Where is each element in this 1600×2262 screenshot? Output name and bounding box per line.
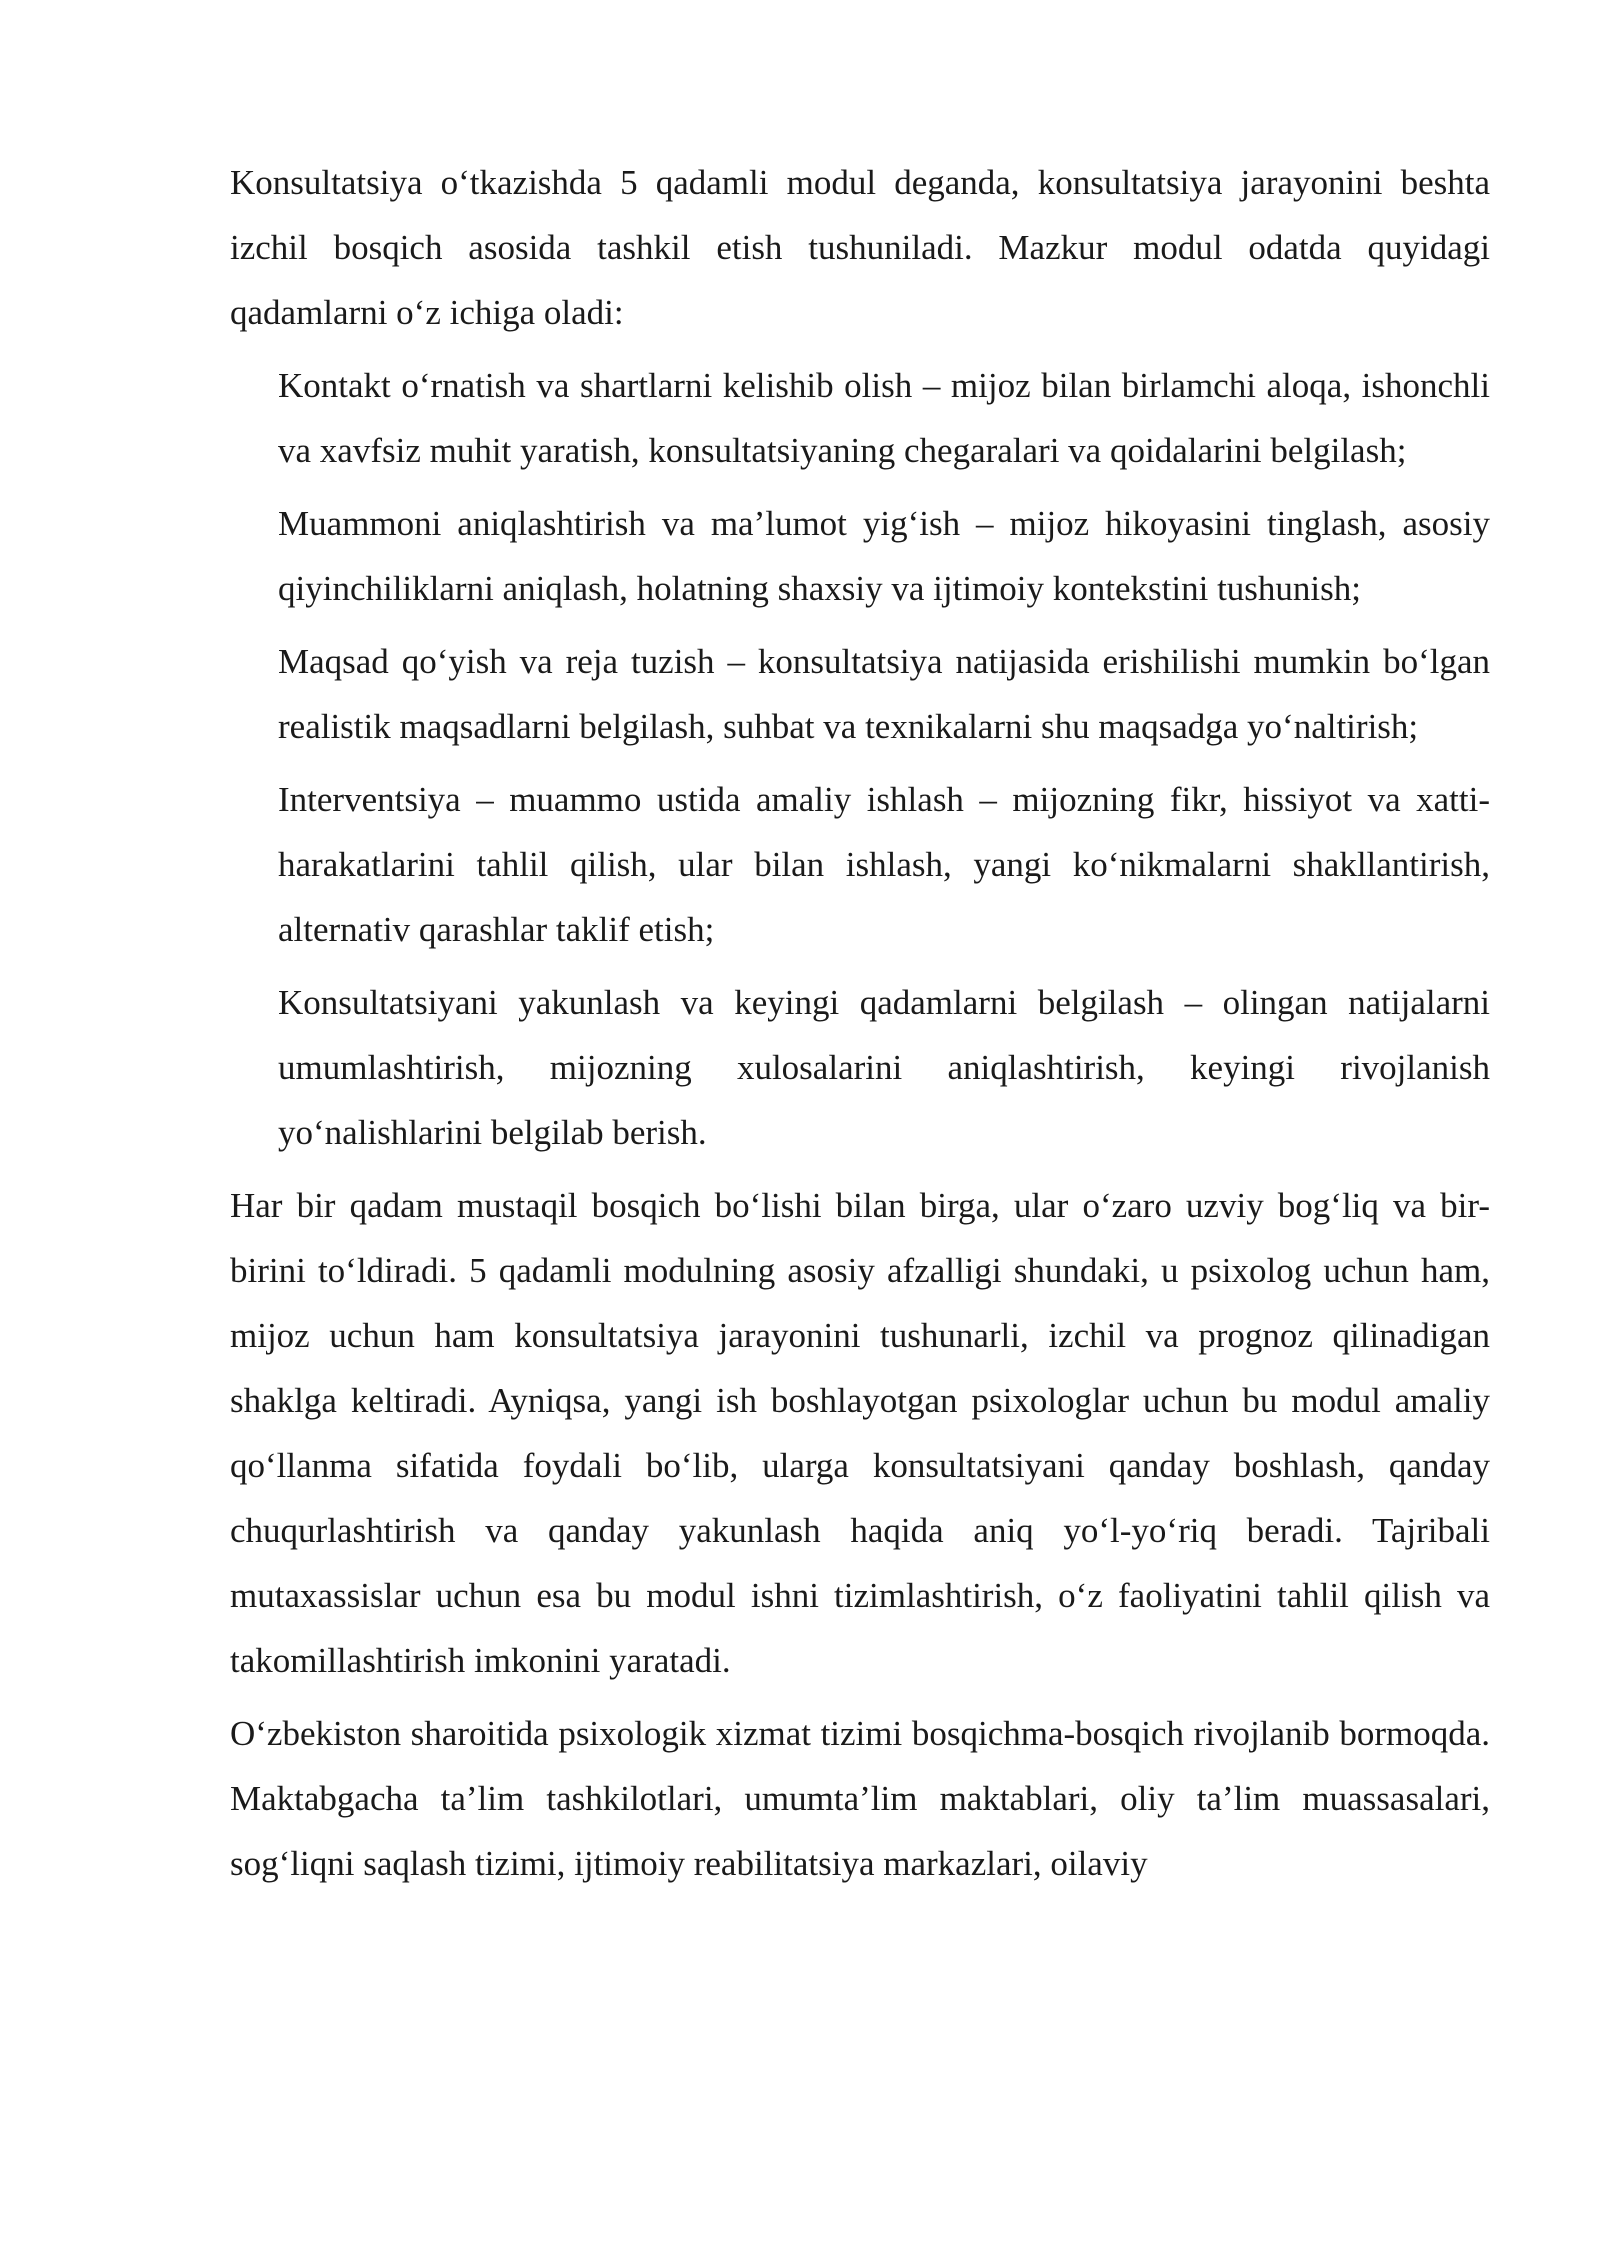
body-paragraph-3: O‘zbekiston sharoitida psixologik xizmat tizimi bosqichma-bosqich rivojlanib bormoqda. Maktabgacha ta’lim tashkilotlari, umumta’lim maktablari, oliy ta’lim muassasalari, sog‘liqni saqlash tizimi, ijtimoiy reabilitatsiya markazlari, oilaviy [230,1714,1490,1883]
document-body [230,150,1490,1904]
steps-list [230,353,1490,1165]
step-item-1: Kontakt o‘rnatish va shartlarni kelishib olish – mijoz bilan birlamchi aloqa, ishonchli va xavfsiz muhit yaratish, konsultatsiyaning chegaralari va qoidalarini belgilash; [278,366,1490,470]
body-paragraph-2: Har bir qadam mustaqil bosqich bo‘lishi bilan birga, ular o‘zaro uzviy bog‘liq va bir-birini to‘ldiradi. 5 qadamli modulning asosiy afzalligi shundaki, u psixolog uchun ham, mijoz uchun ham konsultatsiya jarayonini tushunarli, izchil va prognoz qilinadigan shaklga keltiradi. Ayniqsa, yangi ish boshlayotgan psixologlar uchun bu modul amaliy qo‘llanma sifatida foydali bo‘lib, ularga konsultatsiyani qanday boshlash, qanday chuqurlashtirish va qanday yakunlash haqida aniq yo‘l-yo‘riq beradi. Tajribali mutaxassislar uchun esa bu modul ishni tizimlashtirish, o‘z faoliyatini tahlil qilish va takomillashtirish imkonini yaratadi. [230,1186,1490,1680]
step-item-2: Muammoni aniqlashtirish va ma’lumot yig‘ish – mijoz hikoyasini tinglash, asosiy qiyinchiliklarni aniqlash, holatning shaxsiy va ijtimoiy kontekstini tushunish; [278,504,1490,608]
intro-paragraph: Konsultatsiya o‘tkazishda 5 qadamli modul deganda, konsultatsiya jarayonini beshta izchil bosqich asosida tashkil etish tushuniladi. Mazkur modul odatda quyidagi qadamlarni o‘z ichiga oladi: [230,163,1490,332]
step-item-5: Konsultatsiyani yakunlash va keyingi qadamlarni belgilash – olingan natijalarni umumlashtirish, mijozning xulosalarini aniqlashtirish, keyingi rivojlanish yo‘nalishlarini belgilab berish. [278,983,1490,1152]
step-item-4: Interventsiya – muammo ustida amaliy ishlash – mijozning fikr, hissiyot va xatti-harakatlarini tahlil qilish, ular bilan ishlash, yangi ko‘nikmalarni shakllantirish, alternativ qarashlar taklif etish; [278,780,1490,949]
step-item-3: Maqsad qo‘yish va reja tuzish – konsultatsiya natijasida erishilishi mumkin bo‘lgan realistik maqsadlarni belgilash, suhbat va texnikalarni shu maqsadga yo‘naltirish; [278,642,1490,746]
